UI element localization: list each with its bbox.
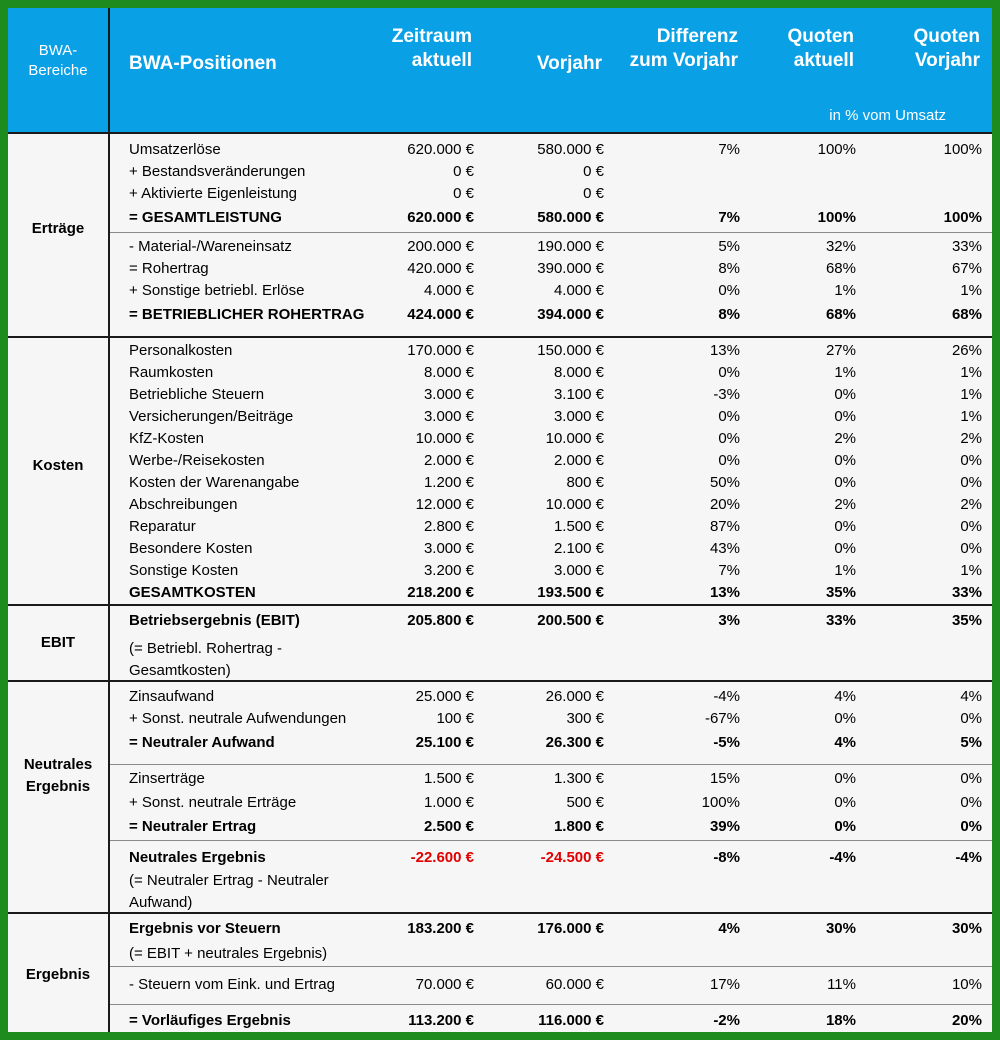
value-quote-aktuell: 0% (834, 518, 856, 535)
row-label: Betriebliche Steuern (129, 386, 265, 403)
value-quote-vorjahr: 4% (960, 688, 982, 705)
value-quote-aktuell: 100% (817, 209, 856, 226)
table-row (110, 406, 992, 428)
table-row (110, 207, 992, 229)
value-quote-vorjahr: 100% (943, 141, 982, 158)
value-quote-vorjahr: 30% (951, 920, 982, 937)
value-quote-aktuell: 0% (834, 794, 856, 811)
value-zeitraum: 12.000 € (415, 496, 474, 513)
value-differenz: 7% (718, 209, 740, 226)
value-quote-vorjahr: 1% (960, 386, 982, 403)
value-quote-aktuell: 0% (834, 408, 856, 425)
value-zeitraum: 3.000 € (423, 386, 474, 403)
value-vorjahr: 10.000 € (545, 496, 604, 513)
value-zeitraum: 2.000 € (423, 452, 474, 469)
value-quote-aktuell: 2% (834, 496, 856, 513)
value-zeitraum: 1.500 € (423, 770, 474, 787)
value-differenz: -5% (713, 734, 740, 751)
value-quote-aktuell: 11% (827, 976, 856, 993)
row-label: Reparatur (129, 518, 196, 535)
table-row (110, 183, 992, 205)
header-differenz-line1: Differenz (656, 26, 738, 47)
row-label: Raumkosten (129, 364, 214, 381)
value-quote-aktuell: 0% (834, 452, 856, 469)
value-quote-aktuell: 0% (834, 710, 856, 727)
value-zeitraum: 3.000 € (423, 408, 474, 425)
row-label: Abschreibungen (129, 496, 238, 513)
header-bereiche (8, 41, 108, 81)
value-vorjahr: 390.000 € (537, 260, 604, 277)
row-label: Betriebsergebnis (EBIT) (129, 612, 300, 629)
value-zeitraum: 25.100 € (415, 734, 474, 751)
value-quote-aktuell: 27% (825, 342, 856, 359)
value-differenz: 50% (709, 474, 740, 491)
table-row (110, 384, 992, 406)
table-row (110, 472, 992, 494)
table-row (110, 236, 992, 258)
value-quote-vorjahr: 2% (960, 496, 982, 513)
value-zeitraum: 183.200 € (407, 920, 474, 937)
value-quote-vorjahr: 0% (960, 710, 982, 727)
header-quoten-vorjahr-line2: Vorjahr (914, 50, 980, 71)
value-zeitraum: 113.200 € (408, 1012, 474, 1029)
value-quote-aktuell: 35% (825, 584, 856, 601)
area-ebit: EBIT (40, 634, 76, 651)
row-separator (110, 764, 992, 765)
value-vorjahr: 1.300 € (553, 770, 604, 787)
value-differenz: 4% (718, 920, 740, 937)
table-row (110, 428, 992, 450)
header-differenz (630, 25, 738, 73)
table-row (110, 686, 992, 708)
value-vorjahr: 60.000 € (545, 976, 604, 993)
table-row (110, 708, 992, 730)
row-separator (110, 1004, 992, 1005)
value-vorjahr: 800 € (566, 474, 604, 491)
area-neutrales-line2: Ergebnis (25, 778, 91, 795)
area-ergebnis: Ergebnis (25, 966, 91, 983)
row-label: + Sonstige betriebl. Erlöse (129, 282, 305, 299)
header-quoten-aktuell-line1: Quoten (787, 26, 854, 47)
value-quote-aktuell: 68% (825, 306, 856, 323)
value-quote-vorjahr: 26% (951, 342, 982, 359)
value-differenz: 13% (709, 342, 740, 359)
value-differenz: 3% (718, 612, 740, 629)
value-quote-vorjahr: 0% (960, 518, 982, 535)
value-vorjahr: 2.000 € (553, 452, 604, 469)
value-differenz: 0% (718, 364, 740, 381)
row-label: Neutrales Ergebnis (129, 849, 266, 866)
row-separator (110, 840, 992, 841)
area-ertraege: Erträge (31, 220, 85, 237)
table-row (110, 732, 992, 754)
header-positionen: BWA-Positionen (129, 53, 277, 74)
header-zeitraum-line2: aktuell (411, 50, 472, 71)
value-quote-aktuell: 100% (817, 141, 856, 158)
value-zeitraum: 1.200 € (423, 474, 474, 491)
header-subnote: in % vom Umsatz (829, 107, 946, 124)
header-quoten-vorjahr-line1: Quoten (913, 26, 980, 47)
value-zeitraum: 10.000 € (415, 430, 474, 447)
row-label: = Neutraler Ertrag (129, 818, 257, 835)
table-row (110, 816, 992, 838)
value-vorjahr: 8.000 € (553, 364, 604, 381)
header-quoten-aktuell-line2: aktuell (793, 50, 854, 71)
value-differenz: 13% (709, 584, 740, 601)
table-row (110, 258, 992, 280)
area-kosten: Kosten (32, 457, 84, 474)
table-row (110, 362, 992, 384)
value-differenz: 20% (709, 496, 740, 513)
row-separator (110, 966, 992, 967)
header-quoten-aktuell (788, 25, 855, 73)
value-zeitraum: 100 € (436, 710, 474, 727)
area-neutrales-ergebnis (8, 754, 108, 798)
row-label: Besondere Kosten (129, 540, 253, 557)
row-label: Sonstige Kosten (129, 562, 239, 579)
value-vorjahr: 190.000 € (537, 238, 604, 255)
row-label: + Sonst. neutrale Aufwendungen (129, 710, 347, 727)
note-ebit (129, 638, 282, 682)
value-zeitraum: 420.000 € (407, 260, 474, 277)
header-quoten-vorjahr (914, 25, 981, 73)
value-quote-aktuell: 1% (834, 282, 856, 299)
table-row (110, 792, 992, 814)
value-zeitraum: 8.000 € (423, 364, 474, 381)
row-label: Zinsaufwand (129, 688, 215, 705)
area-neutrales-line1: Neutrales (23, 756, 93, 773)
table-row (110, 340, 992, 362)
table-row (110, 280, 992, 302)
header-zeitraum (392, 25, 472, 73)
value-quote-vorjahr: 0% (960, 770, 982, 787)
value-differenz: -3% (713, 386, 740, 403)
row-label: = Vorläufiges Ergebnis (129, 1012, 291, 1029)
header-vorjahr: Vorjahr (536, 53, 602, 74)
row-label: Kosten der Warenangabe (129, 474, 300, 491)
value-differenz: -2% (713, 1012, 740, 1029)
table-row (110, 560, 992, 582)
note-neutral (129, 870, 329, 914)
table-row (110, 516, 992, 538)
value-differenz: 8% (718, 260, 740, 277)
note-neutral-line2: Aufwand) (129, 894, 193, 911)
value-zeitraum: 170.000 € (407, 342, 474, 359)
value-quote-aktuell: 0% (834, 386, 856, 403)
table-row (110, 918, 992, 940)
value-differenz: -8% (713, 849, 740, 866)
value-differenz: 87% (709, 518, 740, 535)
value-quote-vorjahr: 0% (960, 794, 982, 811)
header-bereiche-line1: BWA- (38, 42, 78, 59)
value-vorjahr: 3.100 € (553, 386, 604, 403)
value-quote-aktuell: 2% (834, 430, 856, 447)
row-label: Versicherungen/Beiträge (129, 408, 294, 425)
value-zeitraum: 0 € (453, 185, 474, 202)
header-bereiche-line2: Bereiche (28, 62, 88, 79)
table-row (110, 161, 992, 183)
value-vorjahr: 0 € (583, 163, 604, 180)
row-label: GESAMTKOSTEN (129, 584, 256, 601)
value-quote-vorjahr: 1% (960, 562, 982, 579)
value-quote-vorjahr: 10% (951, 976, 982, 993)
value-vorjahr: 26.000 € (545, 688, 604, 705)
value-differenz: 0% (718, 282, 740, 299)
value-differenz: 17% (709, 976, 740, 993)
value-quote-aktuell: 33% (825, 612, 856, 629)
value-zeitraum: 4.000 € (423, 282, 474, 299)
value-zeitraum: 25.000 € (415, 688, 474, 705)
table-row (110, 538, 992, 560)
value-quote-vorjahr: 0% (960, 474, 982, 491)
value-zeitraum: 70.000 € (415, 976, 474, 993)
row-label: - Material-/Wareneinsatz (129, 238, 292, 255)
value-quote-vorjahr: 67% (951, 260, 982, 277)
value-quote-aktuell: 1% (834, 364, 856, 381)
value-quote-aktuell: 0% (834, 540, 856, 557)
table-row (110, 494, 992, 516)
header-differenz-line2: zum Vorjahr (629, 50, 738, 71)
row-label: KfZ-Kosten (129, 430, 205, 447)
value-differenz: 100% (701, 794, 740, 811)
row-label: Personalkosten (129, 342, 233, 359)
value-quote-aktuell: 0% (834, 474, 856, 491)
value-zeitraum: 218.200 € (407, 584, 474, 601)
value-vorjahr: 26.300 € (545, 734, 604, 751)
value-vorjahr: 150.000 € (537, 342, 604, 359)
row-label: Ergebnis vor Steuern (129, 920, 281, 937)
bwa-table (8, 8, 992, 1032)
value-zeitraum: 2.500 € (423, 818, 474, 835)
value-vorjahr: 500 € (566, 794, 604, 811)
row-label: Werbe-/Reisekosten (129, 452, 265, 469)
table-header (8, 8, 992, 132)
row-label: + Aktivierte Eigenleistung (129, 185, 298, 202)
value-quote-vorjahr: 35% (951, 612, 982, 629)
value-differenz: -4% (713, 688, 740, 705)
table-row (110, 139, 992, 161)
row-label: = BETRIEBLICHER ROHERTRAG (129, 306, 365, 323)
value-vorjahr: 2.100 € (553, 540, 604, 557)
value-quote-aktuell: -4% (829, 849, 856, 866)
value-vorjahr: -24.500 € (540, 849, 604, 866)
value-differenz: 0% (718, 452, 740, 469)
header-divider (108, 8, 110, 132)
row-label: = Rohertrag (129, 260, 209, 277)
value-quote-aktuell: 1% (834, 562, 856, 579)
section-separator (8, 132, 992, 134)
value-vorjahr: 176.000 € (537, 920, 604, 937)
value-vorjahr: 193.500 € (537, 584, 604, 601)
value-quote-vorjahr: 68% (951, 306, 982, 323)
value-quote-vorjahr: 2% (960, 430, 982, 447)
section-separator (8, 336, 992, 338)
table-row (110, 450, 992, 472)
value-vorjahr: 0 € (583, 185, 604, 202)
row-label: + Bestandsveränderungen (129, 163, 306, 180)
value-vorjahr: 1.500 € (553, 518, 604, 535)
value-quote-aktuell: 4% (834, 734, 856, 751)
value-zeitraum: 3.200 € (423, 562, 474, 579)
value-quote-vorjahr: 0% (960, 540, 982, 557)
table-row (110, 1010, 992, 1032)
section-separator (8, 604, 992, 606)
value-vorjahr: 4.000 € (553, 282, 604, 299)
table-row (110, 847, 992, 869)
value-zeitraum: 620.000 € (407, 141, 474, 158)
row-label: Umsatzerlöse (129, 141, 221, 158)
value-quote-vorjahr: 20% (951, 1012, 982, 1029)
value-quote-vorjahr: 33% (951, 584, 982, 601)
value-zeitraum: 200.000 € (407, 238, 474, 255)
value-differenz: 15% (709, 770, 740, 787)
note-evs: (= EBIT + neutrales Ergebnis) (129, 945, 328, 962)
value-vorjahr: 580.000 € (537, 209, 604, 226)
row-label: + Sonst. neutrale Erträge (129, 794, 297, 811)
value-zeitraum: 2.800 € (423, 518, 474, 535)
value-zeitraum: 0 € (453, 163, 474, 180)
value-differenz: 43% (709, 540, 740, 557)
value-zeitraum: 205.800 € (407, 612, 474, 629)
value-differenz: 0% (718, 430, 740, 447)
table-row (110, 974, 992, 996)
value-quote-aktuell: 30% (825, 920, 856, 937)
table-row (110, 768, 992, 790)
value-quote-aktuell: 32% (825, 238, 856, 255)
value-zeitraum: -22.600 € (410, 849, 474, 866)
note-neutral-line1: (= Neutraler Ertrag - Neutraler (129, 872, 329, 889)
row-separator (110, 232, 992, 233)
value-quote-aktuell: 18% (825, 1012, 856, 1029)
row-label: Zinserträge (129, 770, 205, 787)
value-vorjahr: 3.000 € (553, 408, 604, 425)
value-differenz: 8% (718, 306, 740, 323)
table-row (110, 304, 992, 326)
value-zeitraum: 620.000 € (407, 209, 474, 226)
row-label: - Steuern vom Eink. und Ertrag (129, 976, 335, 993)
value-vorjahr: 200.500 € (537, 612, 604, 629)
value-differenz: -67% (704, 710, 740, 727)
value-quote-vorjahr: 0% (960, 818, 982, 835)
value-vorjahr: 580.000 € (537, 141, 604, 158)
note-ebit-line2: Gesamtkosten) (129, 662, 231, 679)
value-quote-vorjahr: 1% (960, 282, 982, 299)
value-quote-vorjahr: 100% (943, 209, 982, 226)
value-vorjahr: 300 € (566, 710, 604, 727)
value-quote-aktuell: 4% (834, 688, 856, 705)
value-vorjahr: 1.800 € (553, 818, 604, 835)
value-differenz: 7% (718, 141, 740, 158)
value-quote-vorjahr: 0% (960, 452, 982, 469)
value-differenz: 39% (709, 818, 740, 835)
header-zeitraum-line1: Zeitraum (391, 26, 472, 47)
row-label: = GESAMTLEISTUNG (129, 209, 282, 226)
value-quote-vorjahr: 1% (960, 364, 982, 381)
value-quote-vorjahr: -4% (955, 849, 982, 866)
table-row (110, 610, 992, 632)
value-quote-vorjahr: 5% (960, 734, 982, 751)
value-zeitraum: 1.000 € (423, 794, 474, 811)
value-zeitraum: 424.000 € (407, 306, 474, 323)
value-quote-aktuell: 0% (834, 818, 856, 835)
value-quote-aktuell: 68% (825, 260, 856, 277)
value-zeitraum: 3.000 € (423, 540, 474, 557)
value-differenz: 0% (718, 408, 740, 425)
value-vorjahr: 3.000 € (553, 562, 604, 579)
note-ebit-line1: (= Betriebl. Rohertrag - (129, 640, 282, 657)
value-vorjahr: 116.000 € (538, 1012, 604, 1029)
value-differenz: 5% (718, 238, 740, 255)
value-vorjahr: 394.000 € (537, 306, 604, 323)
row-label: = Neutraler Aufwand (129, 734, 275, 751)
value-vorjahr: 10.000 € (545, 430, 604, 447)
table-row (110, 582, 992, 604)
value-quote-vorjahr: 1% (960, 408, 982, 425)
value-quote-aktuell: 0% (834, 770, 856, 787)
value-differenz: 7% (718, 562, 740, 579)
value-quote-vorjahr: 33% (951, 238, 982, 255)
